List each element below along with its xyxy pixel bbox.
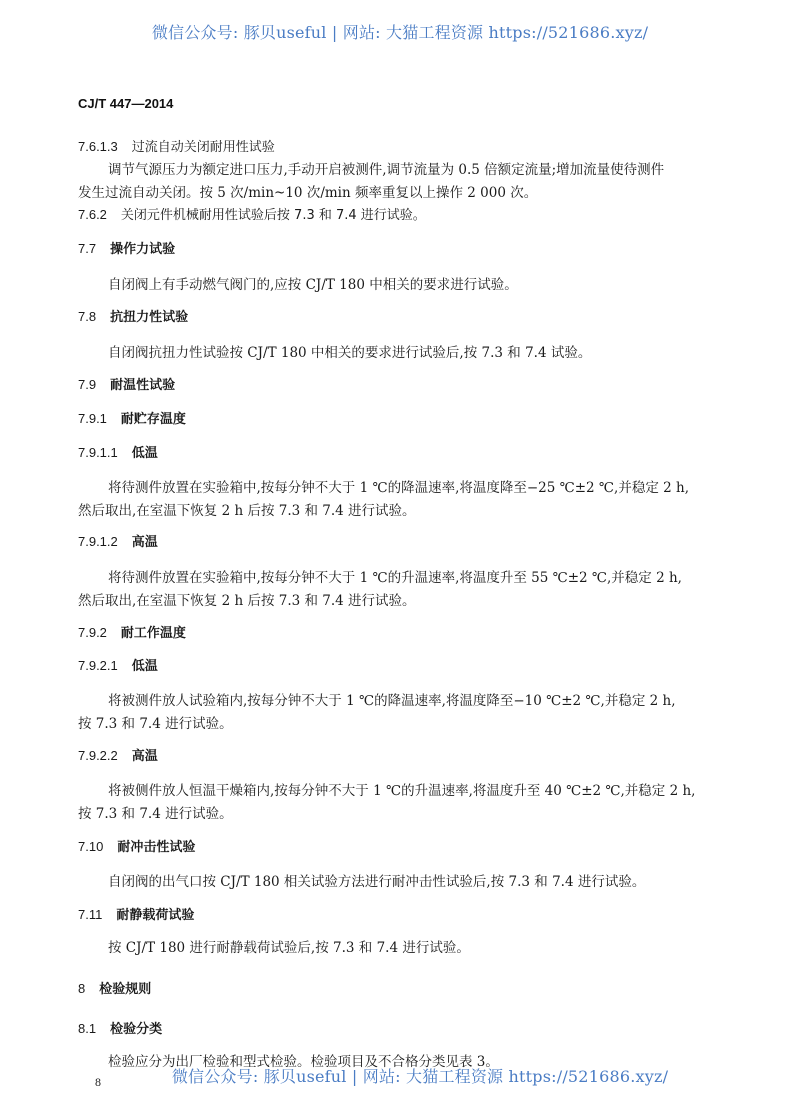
clause-heading-7-9 bbox=[78, 374, 175, 393]
clause-heading-7-9-2-2 bbox=[78, 745, 158, 764]
paragraph: 自闭阀抗扭力性试验按 CJ/T 180 中相关的要求进行试验后,按 7.3 和 7.4 试验。 bbox=[108, 345, 592, 361]
clause-title: 低温 bbox=[131, 446, 158, 461]
paragraph-continuation: 然后取出,在室温下恢复 2 h 后按 7.3 和 7.4 进行试验。 bbox=[78, 593, 416, 609]
paragraph: 自闭阀上有手动燃气阀门的,应按 CJ/T 180 中相关的要求进行试验。 bbox=[108, 277, 518, 293]
clause-number: 7.6.2 bbox=[78, 207, 107, 222]
paragraph: 自闭阀的出气口按 CJ/T 180 相关试验方法进行耐冲击性试验后,按 7.3 和 7.4 进行试验。 bbox=[108, 874, 646, 890]
paragraph: 按 CJ/T 180 进行耐静载荷试验后,按 7.3 和 7.4 进行试验。 bbox=[108, 940, 470, 956]
clause-title: 操作力试验 bbox=[110, 242, 176, 257]
paragraph: 将待测件放置在实验箱中,按每分钟不大于 1 ℃的降温速率,将温度降至−25 ℃±2 ℃,并稳定 2 h, bbox=[108, 480, 689, 496]
clause-number: 7.10 bbox=[78, 839, 104, 854]
clause-heading-7-11 bbox=[78, 904, 194, 923]
paragraph-continuation: 发生过流自动关闭。按 5 次/min~10 次/min 频率重复以上操作 2 000 次。 bbox=[78, 185, 538, 201]
clause-number: 7.7 bbox=[78, 241, 97, 256]
page-number: 8 bbox=[95, 1075, 101, 1089]
clause-number: 7.9.2.2 bbox=[78, 748, 118, 763]
clause-heading-7-9-1 bbox=[78, 408, 186, 427]
clause-heading-7-6-1-3 bbox=[78, 136, 275, 155]
paragraph: 调节气源压力为额定进口压力,手动开启被测件,调节流量为 0.5 倍额定流量;增加流量使待测件 bbox=[108, 162, 665, 178]
clause-heading-7-10 bbox=[78, 836, 195, 855]
clause-title: 低温 bbox=[131, 659, 158, 674]
clause-number: 7.9.1.1 bbox=[78, 445, 118, 460]
clause-number: 7.6.1.3 bbox=[78, 139, 118, 154]
clause-title: 检验规则 bbox=[99, 982, 152, 997]
watermark-top: 微信公众号: 豚贝useful | 网站: 大猫工程资源 https://521686.xyz/ bbox=[151, 23, 649, 42]
clause-number: 7.9.2.1 bbox=[78, 658, 118, 673]
clause-number: 7.9.1.2 bbox=[78, 534, 118, 549]
clause-heading-7-9-1-2 bbox=[78, 531, 158, 550]
clause-heading-7-9-2-1 bbox=[78, 655, 158, 674]
clause-title: 关闭元件机械耐用性试验后按 7.3 和 7.4 进行试验。 bbox=[120, 208, 426, 223]
paragraph-continuation: 按 7.3 和 7.4 进行试验。 bbox=[78, 806, 233, 822]
clause-heading-7-9-1-1 bbox=[78, 442, 158, 461]
clause-title: 高温 bbox=[131, 749, 158, 764]
paragraph-continuation: 然后取出,在室温下恢复 2 h 后按 7.3 和 7.4 进行试验。 bbox=[78, 503, 416, 519]
clause-title: 过流自动关闭耐用性试验 bbox=[131, 140, 275, 155]
clause-number: 7.8 bbox=[78, 309, 97, 324]
clause-title: 耐贮存温度 bbox=[120, 412, 186, 427]
paragraph: 将被测件放人试验箱内,按每分钟不大于 1 ℃的降温速率,将温度降至−10 ℃±2 ℃,并稳定 2 h, bbox=[108, 693, 676, 709]
clause-title: 耐冲击性试验 bbox=[117, 840, 196, 855]
clause-title: 耐静载荷试验 bbox=[116, 908, 195, 923]
clause-number: 7.9.2 bbox=[78, 625, 107, 640]
paragraph: 将被侧件放人恒温干燥箱内,按每分钟不大于 1 ℃的升温速率,将温度升至 40 ℃±2 ℃,并稳定 2 h, bbox=[108, 783, 696, 799]
clause-number: 8 bbox=[78, 981, 86, 996]
watermark-bottom: 微信公众号: 豚贝useful | 网站: 大猫工程资源 https://521686.xyz/ bbox=[171, 1067, 669, 1086]
paragraph: 检验应分为出厂检验和型式检验。检验项目及不合格分类见表 3。 bbox=[108, 1054, 499, 1070]
clause-title: 抗扭力性试验 bbox=[110, 310, 189, 325]
clause-heading-7-6-2 bbox=[78, 204, 426, 223]
clause-heading-7-9-2 bbox=[78, 622, 186, 641]
clause-title: 耐温性试验 bbox=[110, 378, 176, 393]
clause-heading-7-8 bbox=[78, 306, 188, 325]
clause-heading-7-7 bbox=[78, 238, 175, 257]
clause-title: 检验分类 bbox=[110, 1022, 163, 1037]
clause-title: 高温 bbox=[131, 535, 158, 550]
clause-number: 8.1 bbox=[78, 1021, 97, 1036]
chapter-heading-8 bbox=[78, 978, 151, 997]
paragraph-continuation: 按 7.3 和 7.4 进行试验。 bbox=[78, 716, 233, 732]
clause-number: 7.11 bbox=[78, 907, 103, 922]
standard-code: CJ/T 447—2014 bbox=[78, 96, 174, 111]
clause-number: 7.9 bbox=[78, 377, 97, 392]
clause-title: 耐工作温度 bbox=[120, 626, 186, 641]
clause-number: 7.9.1 bbox=[78, 411, 107, 426]
paragraph: 将待测件放置在实验箱中,按每分钟不大于 1 ℃的升温速率,将温度升至 55 ℃±2 ℃,并稳定 2 h, bbox=[108, 570, 682, 586]
clause-heading-8-1 bbox=[78, 1018, 162, 1037]
